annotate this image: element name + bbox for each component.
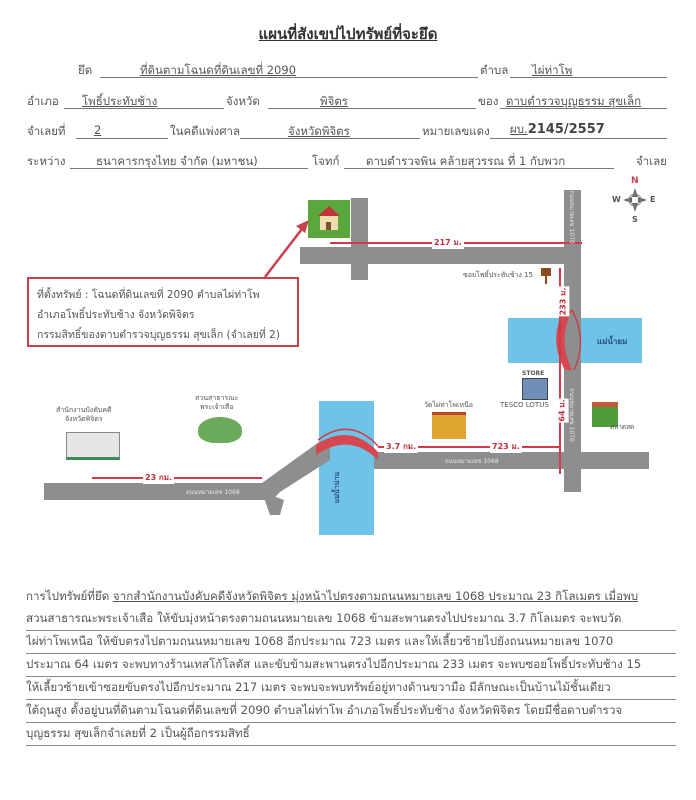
dist-64: 64 ม.	[557, 399, 567, 422]
directions-line: การไปทรัพย์ที่ยึด จากสำนักงานบังคับคดีจังหวัดพิจิตร มุ่งหน้าไปตรงตามถนนหมายเลข 1068 ประมาณ 23 กิโลเมตร เมื่อพบ	[26, 589, 639, 603]
page-title: แผนที่สังเขปไปทรัพย์ที่จะยึด	[258, 25, 438, 43]
field-red-case	[490, 121, 667, 139]
property-house-icon	[308, 200, 350, 238]
label-defendant-no: จำเลยที่	[27, 124, 66, 138]
label-red-case: หมายเลขแดง	[422, 124, 490, 138]
court-office-icon	[66, 432, 120, 460]
plaintiff-value: ธนาคารกรุงไทย จำกัด (มหาชน)	[96, 154, 258, 168]
park-label: สวนสาธารณะ พระเจ้าเสือ	[195, 394, 239, 411]
field-plaintiff	[70, 153, 308, 169]
label-plaintiff: โจทก์	[312, 154, 340, 168]
temple-label: วัดไผ่ท่าโพเหนือ	[424, 401, 474, 409]
directions-line: บุญธรรม สุขเล็กจำเลยที่ 2 เป็นผู้ถือกรรมสิทธิ์	[26, 723, 676, 746]
red-case-value: 2145/2557	[527, 122, 605, 137]
field-subdistrict	[510, 62, 667, 78]
callout-line-2: อำเภอโพธิ์ประทับช้าง จังหวัดพิจิตร	[37, 309, 195, 321]
directions-line: ใต้ถุนสูง ตั้งอยู่บนที่ดินตามโฉนดที่ดินเลขที่ 2090 ตำบลไผ่ท่าโพ อำเภอโพธิ์ประทับช้าง จังหวัดพิจิตร โดยมีชื่อดาบตำรวจ	[26, 700, 676, 723]
dist-23: 23 กม.	[145, 473, 173, 482]
callout-arrow	[265, 225, 305, 277]
dim-line-23	[92, 477, 262, 479]
directions-line: สวนสาธารณะพระเจ้าเสือ ให้ขับมุ่งหน้าตรงตามถนนหมายเลข 1068 ข้ามสะพานตรงไปประมาณ 3.7 กิโลเมตร จะพบวัด	[26, 608, 676, 631]
label-court: ในคดีแพ่งศาล	[170, 124, 241, 138]
temple-icon	[432, 412, 466, 439]
seize-value: ที่ดินตามโฉนดที่ดินเลขที่ 2090	[140, 63, 297, 77]
district-value: โพธิ์ประทับช้าง	[82, 94, 158, 108]
label-owner: ของ	[478, 94, 499, 108]
river-nan-label: แม่น้ำน่าน	[333, 471, 342, 504]
road-1070-label-north: ถนนหมายเลข 1070	[567, 190, 575, 244]
directions-paragraph	[26, 586, 676, 746]
form-row-district	[0, 93, 696, 113]
form-row-seize	[0, 62, 696, 82]
directions-line: ไผ่ท่าโพเหนือ ให้ขับตรงไปตามถนนหมายเลข 1068 อีกประมาณ 723 เมตร และให้เลี้ยวซ้ายไปยังถนนหมายเลข 1070	[26, 631, 676, 654]
market-label: ตลาดสด	[610, 423, 635, 431]
field-defendant-no	[76, 123, 168, 139]
callout-line-1: ที่ตั้งทรัพย์ : โฉนดที่ดินเลขที่ 2090 ตำบลไผ่ท่าโพ	[37, 289, 260, 301]
compass-s: S	[632, 215, 638, 224]
label-province: จังหวัด	[226, 94, 260, 108]
tesco-store-icon	[522, 378, 548, 400]
red-case-prefix: ผบ.	[510, 122, 528, 136]
field-seize	[100, 62, 478, 78]
label-district: อำเภอ	[27, 94, 59, 108]
road-1068-label-east: ถนนหมายเลข 1068	[445, 458, 499, 465]
label-subdistrict: ตำบล	[480, 63, 509, 77]
label-defendant: จำเลย	[636, 154, 667, 168]
label-seize: ยึด	[78, 63, 93, 77]
compass-icon	[623, 188, 647, 212]
river-yom-label: แม่น้ำยม	[597, 337, 628, 346]
park-icon	[198, 417, 242, 443]
signpost-icon	[541, 268, 551, 276]
form-row-case	[0, 123, 696, 143]
owner-value: ดาบตำรวจบุญธรรม สุขเล็ก	[506, 94, 642, 108]
directions-line: ให้เลี้ยวซ้ายเข้าซอยขับตรงไปอีกประมาณ 217 เมตร จะพบจะพบทรัพย์อยู่ทางด้านขวามือ มีลักษณะเป็นบ้านไม้ชั้นเดียว	[26, 677, 676, 700]
dist-723: 723 ม.	[492, 442, 520, 451]
defendant-value: ดาบตำรวจพิน คล้ายสุวรรณ ที่ 1 กับพวก	[366, 154, 566, 168]
sketch-map	[0, 170, 696, 570]
compass-n: N	[631, 176, 639, 186]
field-province	[268, 93, 476, 109]
field-district	[64, 93, 224, 109]
road-1070-label-south: ถนนหมายเลข 1070	[567, 388, 575, 442]
field-court	[240, 123, 420, 139]
store-label: STORE	[522, 370, 545, 377]
dist-233: 233 ม.	[558, 287, 568, 316]
dist-217: 217 ม.	[434, 238, 462, 247]
label-between: ระหว่าง	[27, 154, 66, 168]
tesco-label: TESCO LOTUS	[500, 401, 549, 409]
subdistrict-value: ไผ่ท่าโพ	[532, 63, 573, 77]
soi-label: ซอยโพธิ์ประทับช้าง 15	[463, 271, 533, 279]
province-value: พิจิตร	[320, 94, 348, 108]
directions-line: ประมาณ 64 เมตร จะพบทางร้านเทสโก้โลตัส และขับข้ามสะพานตรงไปอีกประมาณ 233 เมตร จะพบซอยโพธิ์ประทับช้าง 15	[26, 654, 676, 677]
property-location-callout	[27, 277, 299, 347]
dist-3-7: 3.7 กม.	[386, 442, 417, 451]
callout-line-3: กรรมสิทธิ์ของดาบตำรวจบุญธรรม สุขเล็ก (จำเลยที่ 2)	[37, 329, 280, 341]
field-defendant	[344, 153, 614, 169]
compass-e: E	[650, 195, 656, 204]
court-office-label: สำนักงานบังคับคดี จังหวัดพิจิตร	[56, 406, 112, 423]
compass-w: W	[612, 195, 621, 204]
road-1068-label-west: ถนนหมายเลข 1068	[186, 489, 240, 496]
defendant-no-value: 2	[94, 123, 102, 137]
field-owner	[500, 93, 667, 109]
court-value: จังหวัดพิจิตร	[288, 124, 350, 138]
